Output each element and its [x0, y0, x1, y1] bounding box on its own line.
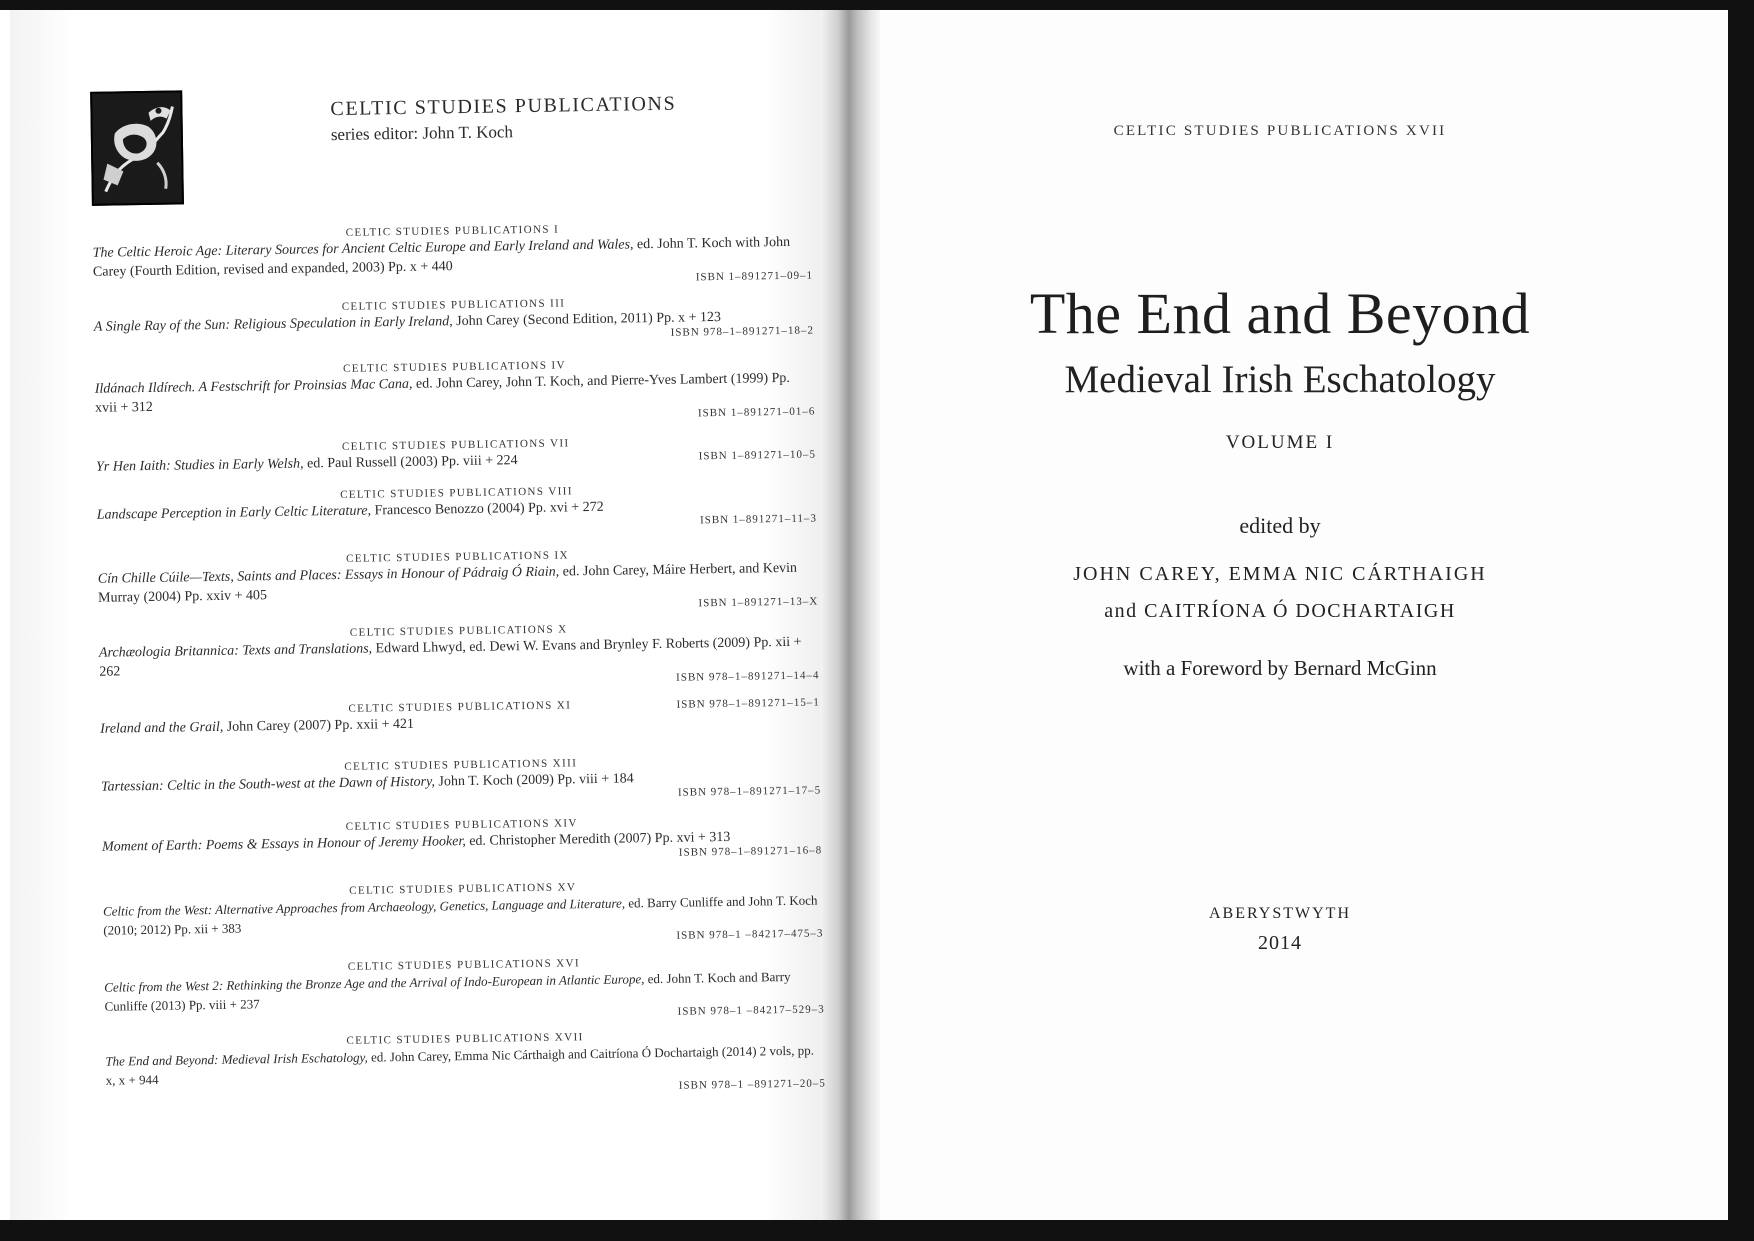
- entry-title: Celtic from the West 2: Rethinking the Bronze Age and the Arrival of Indo-European in Atlantic Europe,: [104, 971, 645, 995]
- entry-series-number: CELTIC STUDIES PUBLICATIONS XVI: [347, 957, 581, 973]
- scan-border-top: [0, 0, 1754, 10]
- entry-isbn: ISBN 978–1–891271–16–8: [678, 844, 823, 859]
- entry-series-number: CELTIC STUDIES PUBLICATIONS VII: [341, 437, 570, 453]
- entry-isbn: ISBN 1–891271–09–1: [695, 269, 814, 284]
- entry-isbn: ISBN 1–891271–01–6: [697, 405, 816, 420]
- publication-entry: [94, 354, 815, 427]
- entry-isbn: ISBN 1–891271–13–X: [698, 595, 819, 610]
- entry-isbn: ISBN 1–891271–10–5: [698, 448, 817, 463]
- entry-series-number: CELTIC STUDIES PUBLICATIONS IX: [346, 549, 569, 565]
- entry-series-number: CELTIC STUDIES PUBLICATIONS XI: [348, 699, 572, 715]
- publication-entry: [101, 752, 822, 815]
- publication-entry: [102, 812, 823, 875]
- publication-entry: [92, 219, 813, 292]
- entry-series-number: CELTIC STUDIES PUBLICATIONS I: [345, 223, 560, 239]
- publication-entry: [97, 544, 818, 617]
- editors-line-1: JOHN CAREY, EMMA NIC CÁRTHAIGH: [1073, 563, 1487, 585]
- publication-entry: [99, 618, 820, 691]
- publication-entry: [96, 480, 817, 547]
- scan-border-bottom: [0, 1220, 1754, 1241]
- entry-title: Ireland and the Grail,: [100, 719, 224, 737]
- entry-detail: ed. Paul Russell (2003) Pp. viii + 224: [306, 453, 518, 472]
- publication-year: 2014: [1258, 932, 1302, 954]
- right-page-title: [880, 10, 1728, 1220]
- series-header: [330, 91, 751, 145]
- publication-entry: [100, 694, 821, 749]
- entry-series-number: CELTIC STUDIES PUBLICATIONS IV: [343, 359, 566, 375]
- entry-title: The Celtic Heroic Age: Literary Sources for Ancient Celtic Europe and Early Ireland and Wales,: [92, 237, 634, 261]
- entry-series-number: CELTIC STUDIES PUBLICATIONS III: [341, 297, 566, 313]
- entry-title: Cín Chille Cúile—Texts, Saints and Places: Essays in Honour of Pádraig Ó Riain,: [97, 564, 560, 587]
- entry-title: Ildánach Ildírech. A Festschrift for Proinsias Mac Cana,: [94, 376, 413, 397]
- entry-detail: ed. John T. Koch with John Carey (Fourth Edition, revised and expanded, 2003) Pp. x + 440: [92, 234, 791, 280]
- foreword-credit: with a Foreword by Bernard McGinn: [1123, 656, 1437, 680]
- entry-title: Moment of Earth: Poems & Essays in Honour of Jeremy Hooker,: [101, 834, 466, 855]
- publication-entry: [103, 876, 824, 951]
- book-title: The End and Beyond: [1029, 281, 1531, 346]
- entry-series-number: CELTIC STUDIES PUBLICATIONS XIV: [345, 817, 578, 833]
- entry-detail: John Carey (2007) Pp. xxii + 421: [226, 716, 415, 735]
- series-logo-image: [90, 90, 184, 205]
- entry-isbn: ISBN 978–1–891271–17–5: [677, 784, 822, 799]
- entry-series-number: CELTIC STUDIES PUBLICATIONS XV: [349, 881, 577, 897]
- entry-detail: ed. John T. Koch and Barry Cunliffe (2013) Pp. viii + 237: [104, 968, 791, 1014]
- series-title: CELTIC STUDIES PUBLICATIONS: [330, 92, 677, 121]
- entry-series-number: CELTIC STUDIES PUBLICATIONS XVII: [346, 1031, 584, 1047]
- entry-series-number: CELTIC STUDIES PUBLICATIONS XIII: [344, 757, 578, 773]
- entry-title: Yr Hen Iaith: Studies in Early Welsh,: [95, 456, 304, 475]
- publication-entry: [105, 1026, 826, 1101]
- editors-line-2: and CAITRÍONA Ó DOCHARTAIGH: [1104, 600, 1456, 622]
- entry-title: Celtic from the West: Alternative Approaches from Archaeology, Genetics, Language and Literature,: [102, 895, 626, 919]
- scan-border-right: [1728, 0, 1754, 1241]
- publisher-place: ABERYSTWYTH: [1209, 905, 1351, 922]
- entry-title: Tartessian: Celtic in the South-west at the Dawn of History,: [100, 774, 436, 795]
- series-editor: series editor: John T. Koch: [330, 122, 514, 145]
- publication-list: [92, 219, 826, 1102]
- entry-detail: John Carey (Second Edition, 2011) Pp. x + 123: [456, 309, 722, 330]
- publication-entry: [93, 293, 814, 362]
- entry-title: The End and Beyond: Medieval Irish Eschatology,: [105, 1049, 368, 1069]
- entry-isbn: ISBN 978–1 –84217–529–3: [677, 1003, 825, 1018]
- volume-label: VOLUME I: [1225, 432, 1335, 453]
- entry-isbn: ISBN 978–1–891271–15–1: [676, 696, 820, 711]
- entry-detail: ed. John Carey, Emma Nic Cárthaigh and Caitríona Ó Dochartaigh (2014) 2 vols, pp. x, x + 944: [105, 1042, 815, 1088]
- publication-entry: [96, 432, 817, 487]
- entry-detail: John T. Koch (2009) Pp. viii + 184: [438, 771, 634, 790]
- entry-title: Landscape Perception in Early Celtic Literature,: [96, 503, 372, 523]
- entry-isbn: ISBN 978–1 –891271–20–5: [678, 1077, 826, 1092]
- entry-title: Archæologia Britannica: Texts and Translations,: [98, 641, 373, 661]
- left-page: [10, 10, 830, 1220]
- entry-isbn: ISBN 1–891271–11–3: [699, 512, 818, 527]
- entry-series-number: CELTIC STUDIES PUBLICATIONS X: [349, 623, 568, 639]
- left-page-content: [80, 70, 826, 1092]
- publication-entry: [104, 952, 825, 1027]
- entry-isbn: ISBN 978–1–891271–14–4: [676, 669, 820, 684]
- entry-detail: ed. Barry Cunliffe and John T. Koch (2010; 2012) Pp. xii + 383: [103, 892, 818, 938]
- entry-detail: ed. John Carey, Máire Herbert, and Kevin Murray (2004) Pp. xxiv + 405: [97, 560, 798, 606]
- entry-detail: Francesco Benozzo (2004) Pp. xvi + 272: [374, 499, 604, 519]
- entry-detail: Edward Lhwyd, ed. Dewi W. Evans and Brynley F. Roberts (2009) Pp. xii + 262: [99, 634, 802, 680]
- title-page-series: CELTIC STUDIES PUBLICATIONS XVII: [1113, 123, 1447, 139]
- entry-series-number: CELTIC STUDIES PUBLICATIONS VIII: [340, 485, 573, 501]
- entry-isbn: ISBN 978–1 –84217–475–3: [676, 927, 824, 942]
- book-subtitle: Medieval Irish Eschatology: [1064, 358, 1496, 401]
- entry-title: A Single Ray of the Sun: Religious Speculation in Early Ireland,: [93, 314, 453, 335]
- entry-isbn: ISBN 978–1–891271–18–2: [670, 324, 815, 339]
- horse-rider-emblem-icon: [92, 92, 182, 203]
- entry-detail: ed. Christopher Meredith (2007) Pp. xvi + 313: [469, 829, 731, 849]
- entry-detail: ed. John Carey, John T. Koch, and Pierre-Yves Lambert (1999) Pp. xvii + 312: [95, 370, 790, 416]
- edited-by-label: edited by: [1239, 513, 1321, 538]
